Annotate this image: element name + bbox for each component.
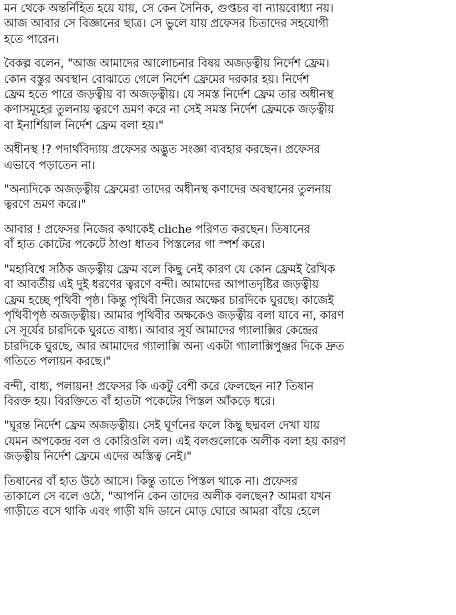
text-line: সে সূর্যের চারদিকে ঘুরতে বাধ্য। আবার সূর্য আমাদের গ্যালাক্সির কেন্দ্রের [4, 324, 318, 338]
text-line: যেমন অপকেন্দ্র বল ও কোরিওলি বল। এই বলগুলোকে অলীক বলা হয় কারণ [4, 434, 346, 448]
paragraph-3 [4, 142, 452, 173]
text-line: কণাসমূহের তুলনায় ত্বরণে ভ্রমণ করে না সেই সমস্ত নির্দেশ ফ্রেমকে জড়ত্বীয় [4, 103, 335, 117]
text-line: গাড়ীতে বসে থাকি এবং গাড়ী যদি ডানে মোড় ঘোরে আমরা বাঁয়ে হেলে [4, 505, 320, 519]
text-segment: আবার ! প্রফেসর নিজের কথাকেই [4, 222, 158, 236]
text-line: "মহাবিশ্বে সঠিক জড়ত্বীয় ফ্রেম বলে কিছু নেই কারণ যে কোন ফ্রেমই রৈখিক [4, 262, 335, 276]
text-line: "অন্যদিকে অজড়ত্বীয় ফ্রেমেরা তাদের অধীনস্থ কণাদের অবস্থানের তুলনায় [4, 183, 332, 197]
cliche-word: cliche [158, 222, 192, 236]
paragraph-6 [4, 262, 452, 370]
text-line: তিষানের বাঁ হাত উঠে আসে। কিন্তু তাতে পিস্তল থাকে না। প্রফেসর [4, 474, 298, 488]
text-line: ত্বরণে ভ্রমণ করে।" [4, 198, 87, 212]
paragraph-1 [4, 1, 452, 47]
text-line: বা ইনার্শিয়াল নির্দেশ ফ্রেম বলা হয়।" [4, 118, 164, 132]
text-segment: পরিণত করছেন। তিষানের [191, 222, 311, 236]
text-line: বিরক্ত হয়। বিরক্তিতে বাঁ হাতটা পকেটের পিস্তল আঁকড়ে ধরে। [4, 394, 275, 408]
text-line: বন্দী, বাধ্য, পলায়ন! প্রফেসর কি একটু বেশী করে ফেলছেন না? তিষান [4, 379, 314, 393]
paragraph-5 [4, 222, 452, 253]
text-line: "ঘূরন্ত নির্দেশ ফ্রেম অজড়ত্বীয়। সেই ঘূর্ণনের ফলে কিছু ছদ্মবল দেখা যায় [4, 419, 320, 433]
text-line: ফ্রেম হচ্ছে পৃথিবী পৃষ্ঠ। কিন্তু পৃথিবী নিজের অক্ষের চারদিকে ঘুরছে। কাজেই [4, 293, 334, 307]
text-line: এভাবে পড়াতেন না। [4, 158, 96, 172]
text-line: ফ্রেম হতে পারে জড়ত্বীয় বা অজড়ত্বীয়। যে সমস্ত নির্দেশ ফ্রেম তার অধীনস্থ [4, 88, 334, 102]
text-line: চারদিকে ঘুরছে, আর আমাদের গ্যালাক্সি অন্য একটা গ্যালাক্সিপুঞ্জর দিকে দ্রুত [4, 339, 345, 353]
text-line: অধীনস্থ !? পদার্থবিদ্যায় প্রফেসর অদ্ভুত সংজ্ঞা ব্যবহার করছেন। প্রফেসর [4, 143, 321, 157]
text-line: বা আবর্তীয় এই দুই ধরণের ত্বরণে বন্দী। আমাদের আপাতদৃষ্টির জড়ত্বীয় [4, 278, 319, 292]
text-line: বাঁ হাত কোটের পকেটে ঠাণ্ডা ধাতব পিস্তলের গা স্পর্শ করে। [4, 238, 265, 252]
text-line: হতে পারেন। [4, 32, 60, 46]
text-line: কোন বস্তুর অবস্থান বোঝাতে গেলে নির্দেশ ফ্রেমের দরকার হয়। নির্দেশ [4, 72, 310, 86]
text-line: আজ আবার সে বিজ্ঞানের ছাত্র। সে ভুলে যায় প্রফেসর চিতাদের সহযোগী [4, 17, 329, 31]
text-line: তাকালে সে বলে ওঠে, "আপনি কেন তাদের অলীক বলছেন? আমরা যখন [4, 489, 332, 503]
text-line: বৈকল্প বলেন, "আজ আমাদের আলোচনার বিষয় অজড়ত্বীয় নির্দেশ ফ্রেম। [4, 57, 330, 71]
paragraph-8 [4, 418, 452, 464]
paragraph-9 [4, 474, 452, 520]
paragraph-4 [4, 182, 452, 213]
text-line: পৃথিবীপৃষ্ঠ অজড়ত্বীয়। আমার পৃথিবীর অক্ষকেও জড়ত্বীয় বলা যাবে না, কারণ [4, 308, 345, 322]
paragraph-7 [4, 379, 452, 410]
text-line: জড়ত্বীয় নির্দেশ ফ্রেমে এদের অস্তিত্ব নেই।" [4, 450, 192, 464]
text-line: মন থেকে অন্তর্নিহিত হয়ে যায়, সে কেন সৈনিক, গুপ্তচর বা ন্যায়বোধ্যা নয়। [4, 2, 334, 15]
paragraph-2 [4, 56, 452, 133]
text-line [4, 222, 452, 237]
text-line: গতিতে পলায়ন করছে।" [4, 355, 111, 369]
